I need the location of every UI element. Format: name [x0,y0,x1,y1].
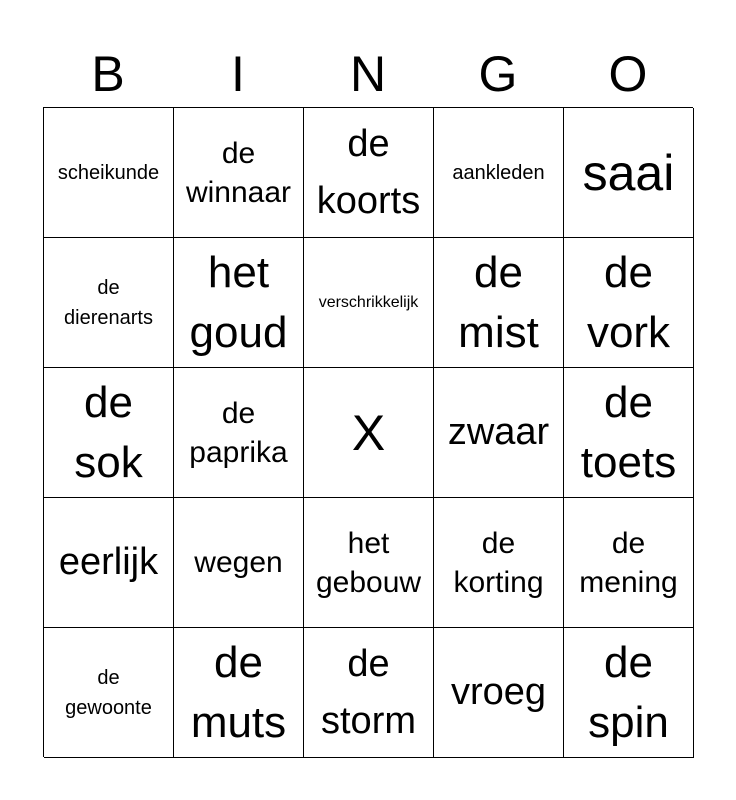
bingo-cell-text: aankleden [452,161,545,184]
bingo-cell-text: de korting [453,526,544,599]
bingo-cell-r1-c1[interactable] [44,108,174,238]
bingo-cell-text: de spin [588,638,669,747]
bingo-cell-r5-c4[interactable] [434,628,564,758]
bingo-card-grid [43,107,693,757]
bingo-cell-r3-c4[interactable] [434,368,564,498]
header-letter-b: B [91,46,125,102]
bingo-cell-text: het goud [189,248,288,357]
bingo-cell-r5-c3[interactable] [304,628,434,758]
bingo-cell-text: de mening [579,526,678,599]
bingo-cell-r1-c2[interactable] [174,108,304,238]
bingo-cell-r1-c5[interactable] [564,108,694,238]
bingo-cell-text: eerlijk [58,541,159,583]
header-letter-i: I [231,46,245,102]
bingo-cell-text: de mist [458,248,539,357]
bingo-cell-r3-c5[interactable] [564,368,694,498]
bingo-cell-text: de muts [190,638,287,747]
bingo-cell-text: vroeg [450,671,547,713]
bingo-cell-text: de storm [321,642,416,742]
header-letter-g: G [478,46,518,102]
bingo-cell-text: verschrikkelijk [318,293,419,311]
bingo-cell-text: saai [582,144,675,201]
bingo-cell-text: de sok [74,378,143,487]
bingo-cell-r5-c5[interactable] [564,628,694,758]
bingo-cell-r5-c2[interactable] [174,628,304,758]
bingo-cell-text: de winnaar [185,136,292,209]
bingo-cell-r2-c5[interactable] [564,238,694,368]
bingo-cell-text: scheikunde [57,161,160,184]
bingo-cell-r2-c2[interactable] [174,238,304,368]
bingo-cell-text: de koorts [316,122,421,222]
bingo-cell-r2-c4[interactable] [434,238,564,368]
bingo-cell-text: het gebouw [315,526,422,599]
bingo-cell-text: X [351,404,386,461]
header-letter-n: N [349,46,387,102]
bingo-cell-text: wegen [194,546,283,579]
bingo-cell-r4-c4[interactable] [434,498,564,628]
bingo-cell-r2-c3[interactable] [304,238,434,368]
bingo-cell-r4-c3[interactable] [304,498,434,628]
bingo-cell-text: de vork [586,248,671,357]
bingo-cell-r2-c1[interactable] [44,238,174,368]
bingo-cell-r3-c2[interactable] [174,368,304,498]
bingo-header [43,42,693,106]
bingo-cell-r1-c4[interactable] [434,108,564,238]
bingo-cell-r4-c1[interactable] [44,498,174,628]
bingo-cell-r4-c5[interactable] [564,498,694,628]
bingo-cell-text: zwaar [447,411,550,453]
bingo-cell-r1-c3[interactable] [304,108,434,238]
bingo-cell-text: de gewoonte [65,666,152,719]
header-letter-o: O [608,46,648,102]
bingo-cell-text: de paprika [189,396,288,469]
bingo-cell-r3-c3[interactable] [304,368,434,498]
bingo-cell-text: de dierenarts [64,276,153,329]
bingo-cell-r4-c2[interactable] [174,498,304,628]
bingo-cell-r5-c1[interactable] [44,628,174,758]
bingo-cell-r3-c1[interactable] [44,368,174,498]
bingo-cell-text: de toets [580,378,677,487]
